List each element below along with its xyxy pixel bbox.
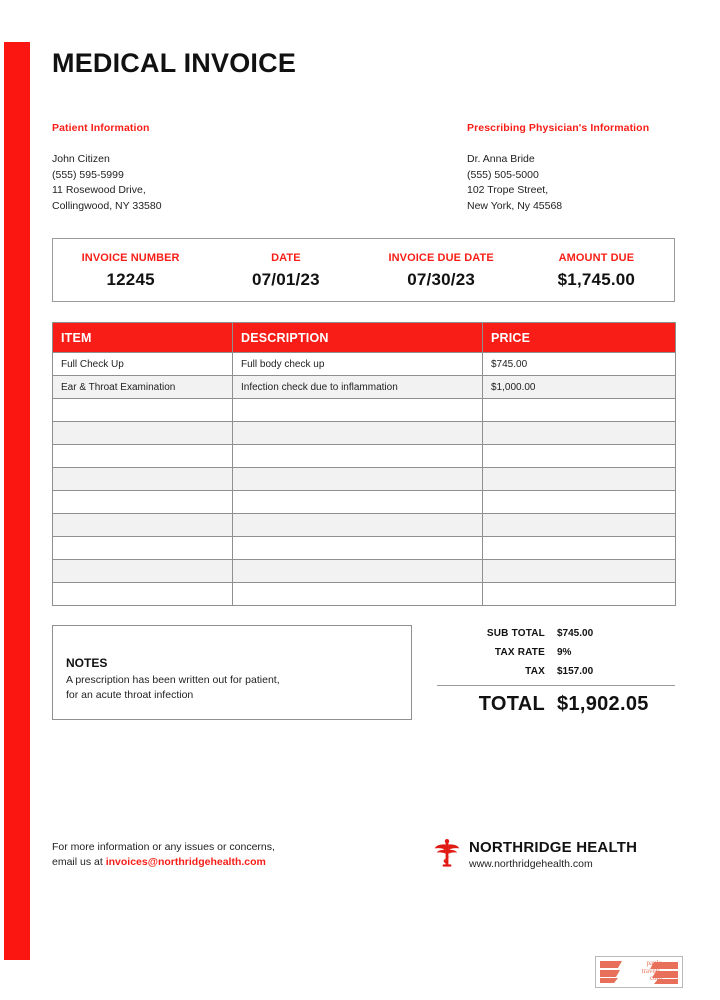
cell-description: [233, 491, 483, 514]
physician-information-block: [467, 122, 649, 214]
cell-description: [233, 445, 483, 468]
cell-description: [233, 514, 483, 537]
patient-information-block: [52, 122, 162, 214]
summary-value: 07/30/23: [407, 270, 476, 289]
totals-row: [437, 666, 675, 677]
physician-address-line1: 102 Trope Street,: [467, 184, 549, 196]
cell-price: $745.00: [483, 353, 676, 376]
table-row[interactable]: [53, 445, 676, 468]
patient-information-heading: Patient Information: [52, 122, 150, 134]
totals-label: TAX: [525, 666, 545, 677]
table-row[interactable]: [53, 468, 676, 491]
watermark-line-3: com: [649, 974, 662, 982]
cell-description: Full body check up: [233, 353, 483, 376]
cell-price: [483, 445, 676, 468]
cell-item: [53, 468, 233, 491]
cell-price: [483, 491, 676, 514]
grand-total-row: [437, 693, 675, 716]
grand-total-label: TOTAL: [478, 693, 545, 715]
notes-title: NOTES: [66, 656, 108, 670]
summary-cell: [208, 239, 363, 301]
watermark-line-2: travels.: [641, 966, 662, 975]
cell-item: [53, 514, 233, 537]
table-row[interactable]: [53, 560, 676, 583]
cell-item: [53, 537, 233, 560]
physician-address-line2: New York, Ny 45568: [467, 199, 563, 212]
grand-total-value: $1,902.05: [557, 693, 649, 715]
brand-name: NORTHRIDGE HEALTH: [469, 839, 638, 856]
patient-address-line2: Collingwood, NY 33580: [52, 199, 162, 212]
cell-price: [483, 468, 676, 491]
table-header-row: [53, 323, 676, 353]
cell-item: [53, 422, 233, 445]
notes-box: [52, 625, 412, 720]
cell-item: [53, 583, 233, 606]
cell-description: [233, 583, 483, 606]
watermark-line-1: paulo: [646, 959, 662, 967]
totals-value: $745.00: [557, 628, 594, 639]
summary-label: INVOICE NUMBER: [81, 252, 180, 264]
totals-block: [437, 628, 675, 716]
cell-description: Infection check due to inflammation: [233, 376, 483, 399]
cell-price: [483, 514, 676, 537]
totals-label: TAX RATE: [494, 647, 545, 658]
cell-item: Full Check Up: [53, 353, 233, 376]
brand-text-block: [469, 839, 637, 872]
footer-email-prefix: email us at: [52, 856, 106, 868]
physician-phone: (555) 505-5000: [467, 168, 539, 181]
summary-label: DATE: [271, 252, 301, 264]
summary-label: INVOICE DUE DATE: [388, 252, 494, 264]
table-row[interactable]: [53, 422, 676, 445]
cell-item: [53, 445, 233, 468]
invoice-page: [52, 0, 682, 1000]
summary-value: $1,745.00: [557, 270, 636, 289]
table-row[interactable]: [53, 399, 676, 422]
footer-contact-line-2: [52, 855, 275, 870]
watermark-logo: [595, 956, 683, 988]
table-row[interactable]: [53, 491, 676, 514]
cell-price: $1,000.00: [483, 376, 676, 399]
cell-item: [53, 560, 233, 583]
cell-description: [233, 399, 483, 422]
physician-name: Dr. Anna Bride: [467, 153, 535, 165]
cell-description: [233, 468, 483, 491]
left-accent-bar: [4, 42, 30, 960]
summary-value: 07/01/23: [251, 270, 320, 289]
cell-price: [483, 399, 676, 422]
caduceus-icon: [434, 838, 460, 873]
footer-contact-block: [52, 840, 275, 870]
patient-phone: (555) 595-5999: [52, 168, 124, 181]
table-row[interactable]: [53, 353, 676, 376]
column-header-item: ITEM: [53, 323, 233, 353]
totals-label: SUB TOTAL: [486, 628, 545, 639]
totals-row: [437, 647, 675, 658]
summary-value: 12245: [106, 270, 155, 289]
cell-price: [483, 537, 676, 560]
cell-description: [233, 560, 483, 583]
totals-value: 9%: [557, 647, 572, 658]
cell-price: [483, 422, 676, 445]
physician-information-heading: Prescribing Physician's Information: [467, 122, 650, 134]
watermark-text: [642, 960, 662, 983]
summary-cell: [519, 239, 674, 301]
footer-email-link[interactable]: invoices@northridgehealth.com: [105, 856, 266, 868]
cell-item: Ear & Throat Examination: [53, 376, 233, 399]
patient-name: John Citizen: [52, 153, 110, 165]
cell-price: [483, 560, 676, 583]
line-items-table: [52, 322, 676, 606]
column-header-price: PRICE: [483, 323, 676, 353]
table-row[interactable]: [53, 514, 676, 537]
column-header-description: DESCRIPTION: [233, 323, 483, 353]
summary-cell: [364, 239, 519, 301]
cell-description: [233, 537, 483, 560]
page-title: MEDICAL INVOICE: [52, 48, 297, 78]
brand-block: [434, 838, 637, 873]
cell-item: [53, 491, 233, 514]
table-row[interactable]: [53, 583, 676, 606]
cell-description: [233, 422, 483, 445]
footer-contact-line-1: For more information or any issues or concerns,: [52, 841, 275, 853]
patient-address-line1: 11 Rosewood Drive,: [52, 184, 146, 196]
notes-line-1: A prescription has been written out for patient,: [66, 674, 280, 686]
cell-price: [483, 583, 676, 606]
summary-cell: [53, 239, 208, 301]
table-row[interactable]: [53, 376, 676, 399]
totals-row: [437, 628, 675, 639]
brand-url: www.northridgehealth.com: [469, 858, 593, 870]
cell-item: [53, 399, 233, 422]
notes-line-2: for an acute throat infection: [66, 688, 194, 701]
table-row[interactable]: [53, 537, 676, 560]
totals-value: $157.00: [557, 666, 594, 677]
totals-divider: [437, 685, 675, 686]
invoice-summary-box: [52, 238, 675, 302]
summary-label: AMOUNT DUE: [558, 252, 635, 264]
